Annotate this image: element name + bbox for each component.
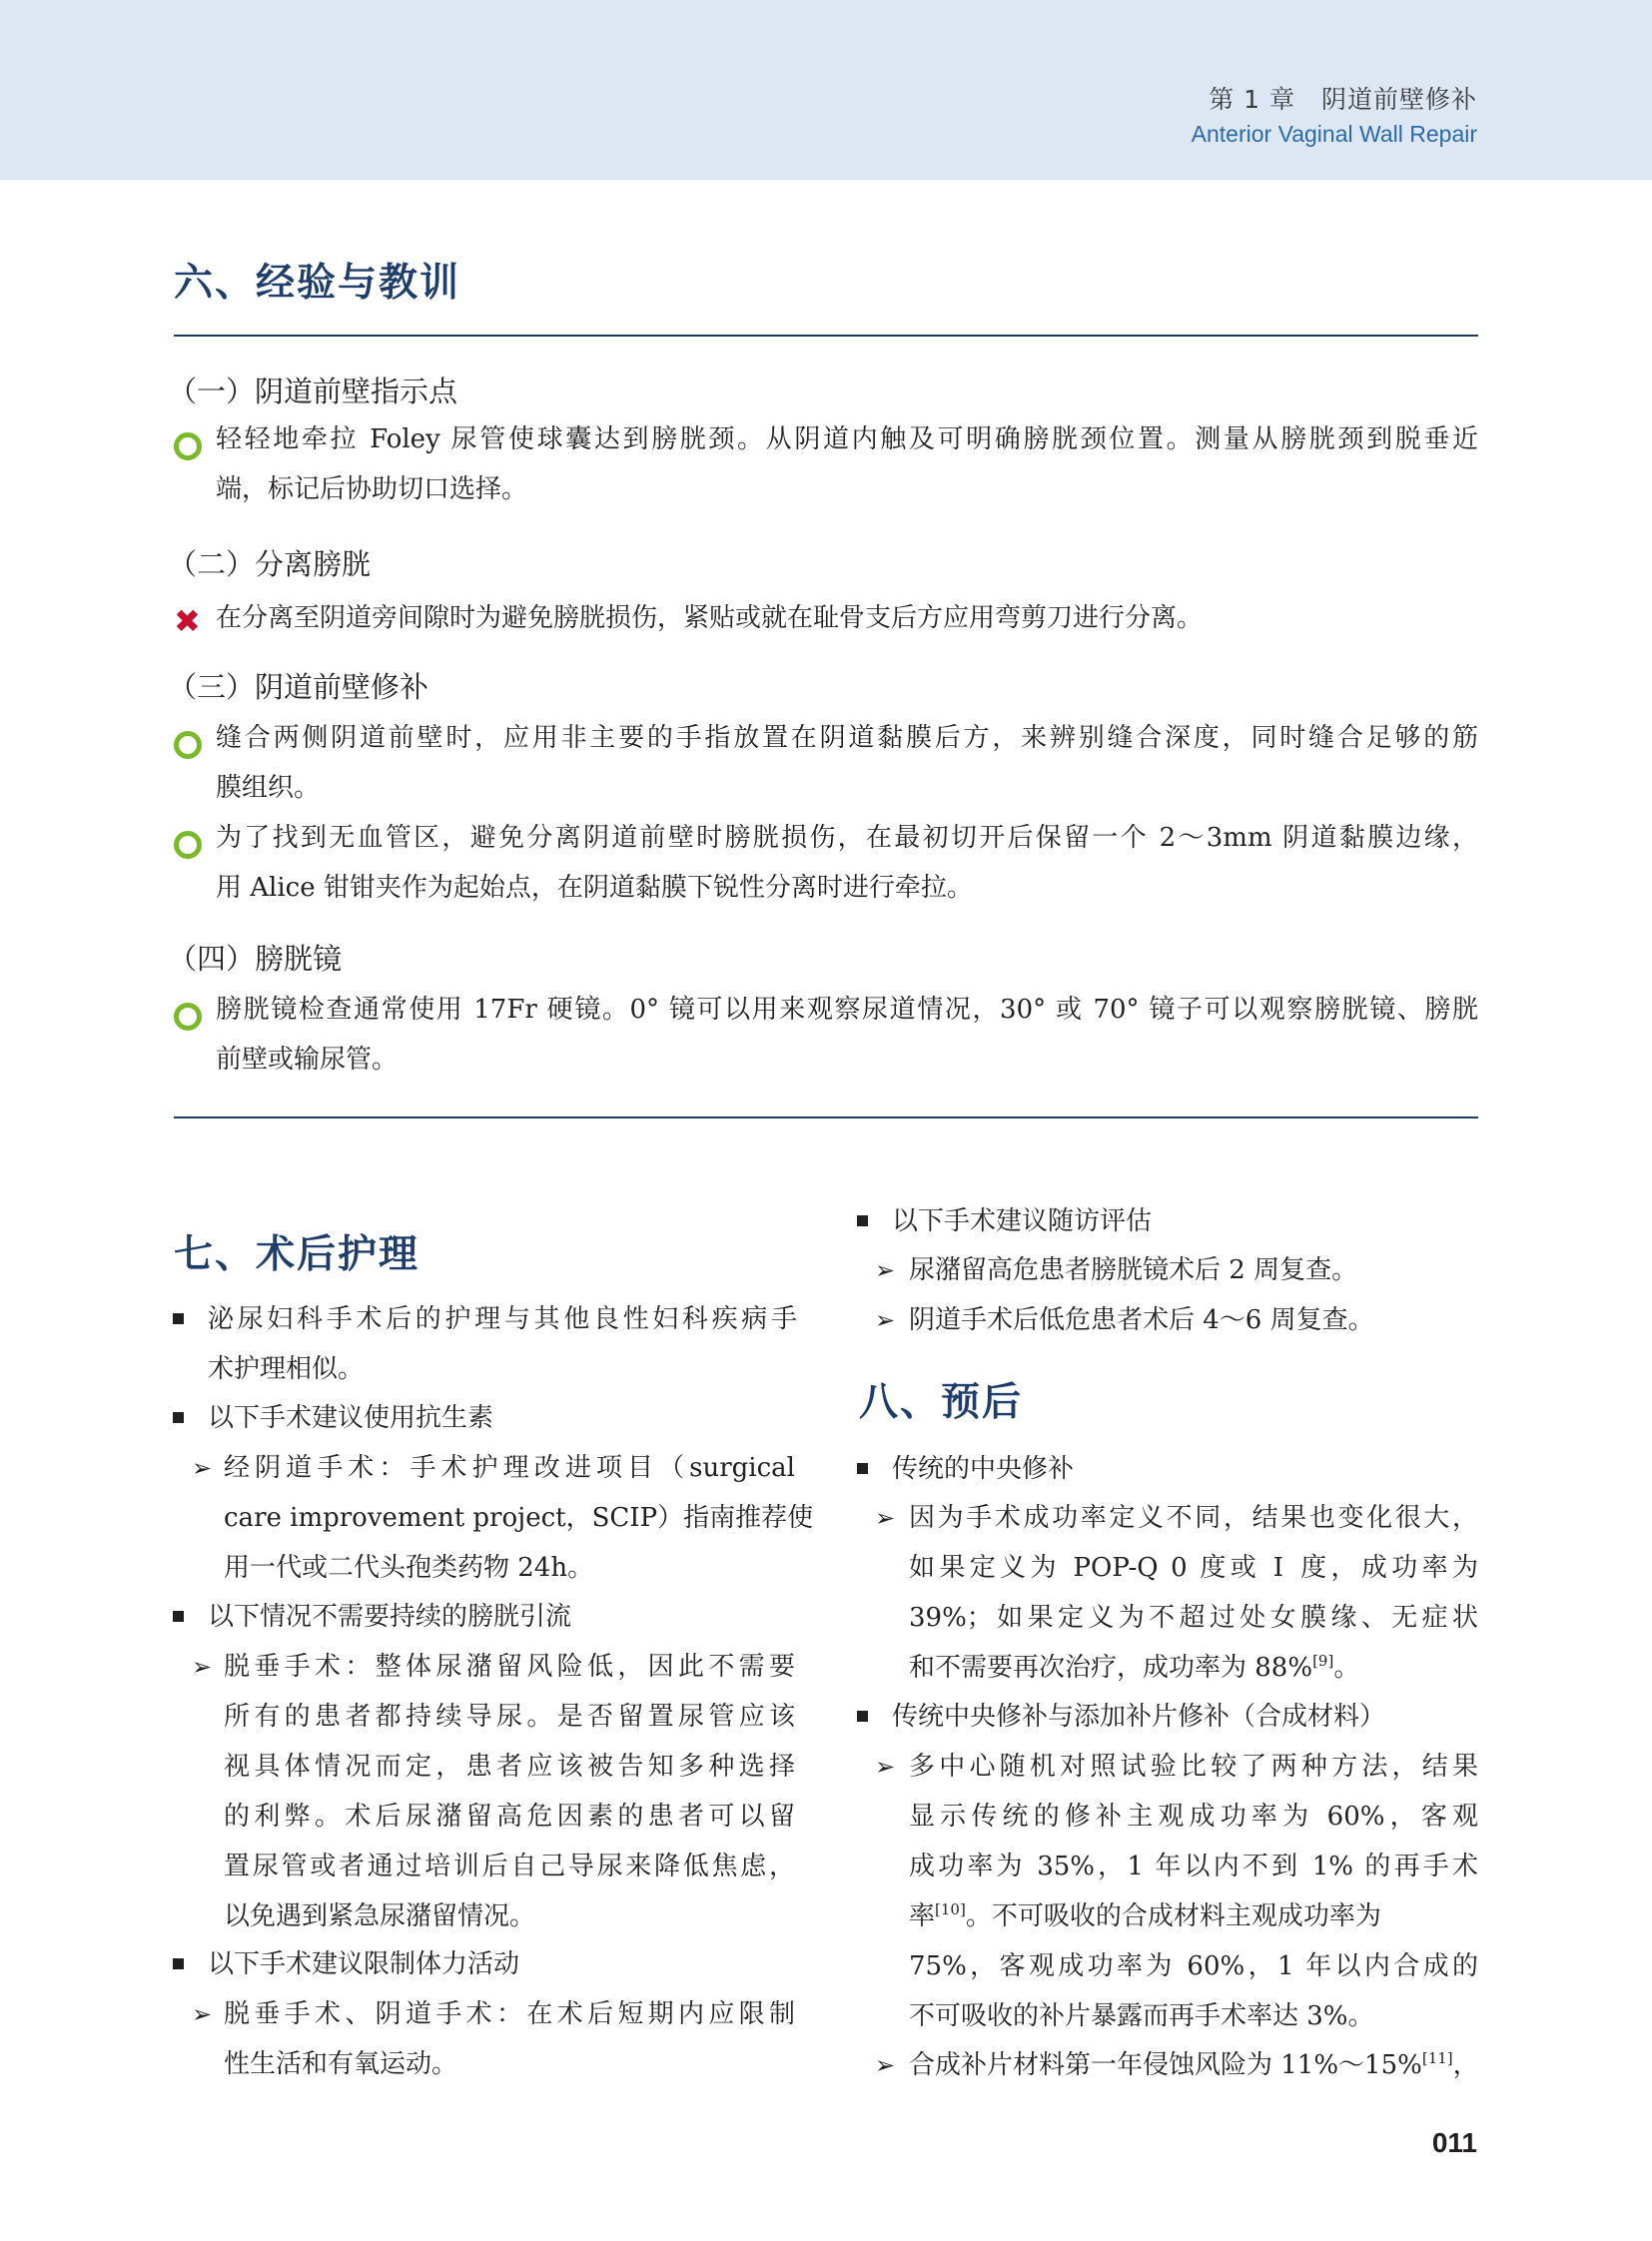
text-line: 性生活和有氧运动。 [224, 2049, 458, 2079]
subheading-4: （四）膀胱镜 [168, 942, 343, 976]
divider-top [174, 335, 1478, 337]
section-title-7: 七、术后护理 [174, 1231, 420, 1277]
text-line: 用一代或二代头孢类药物 24h。 [224, 1553, 594, 1583]
text-line: 传统中央修补与添加补片修补（合成材料） [892, 1702, 1386, 1732]
arrow-bullet-icon: ➢ [875, 1256, 896, 1284]
section-title-8: 八、预后 [859, 1379, 1024, 1425]
green-circle-bullet-icon [174, 432, 202, 460]
text-line: 术护理相似。 [208, 1354, 365, 1384]
square-bullet-icon [857, 1711, 868, 1722]
text-line: 成功率为 35%，1 年以内不到 1% 的再手术 [909, 1852, 1478, 1881]
text-line: 端，标记后协助切口选择。 [216, 474, 528, 504]
text-line [909, 2040, 1478, 2090]
running-head-chapter: 第 1 章 阴道前壁修补 [1209, 85, 1477, 114]
running-head-english: Anterior Vaginal Wall Repair [1191, 121, 1477, 147]
text-fragment: 合成补片材料第一年侵蚀风险为 11%～15% [909, 2050, 1422, 2080]
text-fragment: ， [1452, 2050, 1479, 2080]
citation-ref: [11] [1421, 2049, 1453, 2067]
text-line: 视具体情况而定，患者应该被告知多种选择 [224, 1752, 795, 1782]
divider-bottom [174, 1117, 1478, 1119]
arrow-bullet-icon: ➢ [875, 2051, 896, 2079]
square-bullet-icon [173, 1958, 184, 1969]
text-line: 尿潴留高危患者膀胱镜术后 2 周复查。 [909, 1255, 1358, 1285]
text-line [909, 1643, 1478, 1693]
citation-ref: [9] [1312, 1652, 1334, 1670]
text-line: 阴道手术后低危患者术后 4～6 周复查。 [909, 1305, 1374, 1335]
text-line [909, 1891, 1478, 1941]
text-line: 以下手术建议随访评估 [892, 1206, 1153, 1236]
text-line: 经阴道手术：手术护理改进项目（surgical [224, 1453, 795, 1483]
text-line: 显示传统的修补主观成功率为 60%，客观 [909, 1802, 1478, 1832]
square-bullet-icon [173, 1412, 184, 1423]
text-line: 膜组织。 [216, 773, 321, 803]
text-line: 为了找到无血管区，避免分离阴道前壁时膀胱损伤，在最初切开后保留一个 2～3mm 阴道黏膜边缘， [216, 823, 1478, 853]
text-line: 置尿管或者通过培训后自己导尿来降低焦虑， [224, 1852, 795, 1881]
text-line: care improvement project，SCIP）指南推荐使 [224, 1503, 814, 1533]
square-bullet-icon [857, 1463, 868, 1474]
square-bullet-icon [173, 1313, 184, 1324]
arrow-bullet-icon: ➢ [875, 1504, 896, 1532]
text-line: 以免遇到紧急尿潴留情况。 [224, 1901, 536, 1931]
text-line: 脱垂手术：整体尿潴留风险低，因此不需要 [224, 1652, 795, 1682]
text-line: 所有的患者都持续导尿。是否留置尿管应该 [224, 1702, 795, 1732]
text-line: 如果定义为 POP-Q 0 度或 Ⅰ 度，成功率为 [909, 1553, 1478, 1583]
subheading-2: （二）分离膀胱 [168, 547, 372, 581]
text-line: 的利弊。术后尿潴留高危因素的患者可以留 [224, 1802, 795, 1832]
square-bullet-icon [173, 1611, 184, 1622]
text-line: 用 Alice 钳钳夹作为起始点，在阴道黏膜下锐性分离时进行牵拉。 [216, 873, 973, 903]
text-line: 39%；如果定义为不超过处女膜缘、无症状 [909, 1603, 1478, 1633]
green-circle-bullet-icon [174, 831, 202, 859]
text-line: 脱垂手术、阴道手术：在术后短期内应限制 [224, 1999, 795, 2029]
text-fragment: 率 [909, 1901, 936, 1931]
text-fragment: 和不需要再次治疗，成功率为 88% [909, 1653, 1313, 1683]
green-circle-bullet-icon [174, 1003, 202, 1031]
green-circle-bullet-icon [174, 731, 202, 759]
red-x-icon: ✖ [174, 602, 201, 640]
text-line: 以下情况不需要持续的膀胱引流 [208, 1602, 572, 1632]
text-line: 轻轻地牵拉 Foley 尿管使球囊达到膀胱颈。从阴道内触及可明确膀胱颈位置。测量从膀胱颈到脱垂近 [216, 424, 1478, 454]
text-line: 传统的中央修补 [892, 1454, 1075, 1484]
text-fragment: 。 [1333, 1653, 1360, 1683]
square-bullet-icon [857, 1215, 868, 1226]
page-number: 011 [1431, 2127, 1477, 2158]
section-title-6: 六、经验与教训 [174, 260, 461, 306]
arrow-bullet-icon: ➢ [875, 1306, 896, 1334]
citation-ref: [10] [935, 1900, 966, 1918]
text-line: 泌尿妇科手术后的护理与其他良性妇科疾病手 [208, 1304, 797, 1334]
text-line: 75%，客观成功率为 60%，1 年以内合成的 [909, 1951, 1478, 1981]
text-line: 缝合两侧阴道前壁时，应用非主要的手指放置在阴道黏膜后方，来辨别缝合深度，同时缝合足够的筋 [216, 723, 1478, 753]
subheading-1: （一）阴道前壁指示点 [168, 374, 458, 408]
arrow-bullet-icon: ➢ [192, 2000, 213, 2028]
text-fragment: 。不可吸收的合成材料主观成功率为 [965, 1901, 1381, 1931]
text-line: 以下手术建议使用抗生素 [208, 1403, 494, 1433]
text-line: 因为手术成功率定义不同，结果也变化很大， [909, 1503, 1478, 1533]
text-line: 以下手术建议限制体力活动 [208, 1949, 520, 1979]
text-line: 在分离至阴道旁间隙时为避免膀胱损伤，紧贴或就在耻骨支后方应用弯剪刀进行分离。 [216, 603, 1204, 633]
arrow-bullet-icon: ➢ [192, 1653, 213, 1681]
arrow-bullet-icon: ➢ [875, 1753, 896, 1781]
arrow-bullet-icon: ➢ [192, 1454, 213, 1482]
text-line: 膀胱镜检查通常使用 17Fr 硬镜。0° 镜可以用来观察尿道情况，30° 或 70° 镜子可以观察膀胱镜、膀胱 [216, 995, 1478, 1025]
text-line: 前壁或输尿管。 [216, 1045, 399, 1075]
text-line: 不可吸收的补片暴露而再手术率达 3%。 [909, 2001, 1374, 2031]
text-line: 多中心随机对照试验比较了两种方法，结果 [909, 1752, 1478, 1782]
subheading-3: （三）阴道前壁修补 [168, 670, 429, 704]
